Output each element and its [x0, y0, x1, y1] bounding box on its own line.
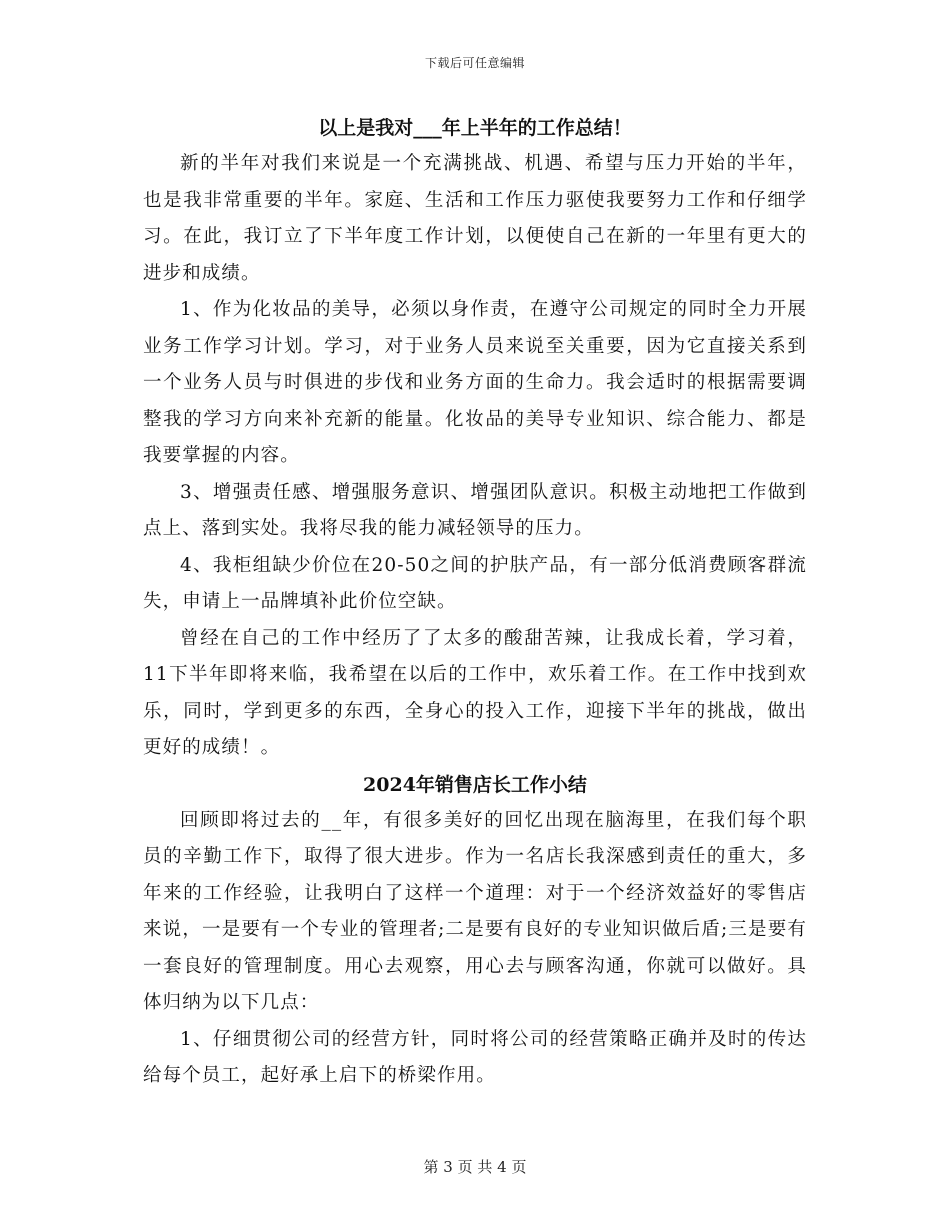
- paragraph: 1、作为化妆品的美导，必须以身作责，在遵守公司规定的同时全力开展业务工作学习计划。学习，对于业务人员来说至关重要，因为它直接关系到一个业务人员与时俱进的步伐和业务方面的生命力。我会适时的根据需要调整我的学习方向来补充新的能量。化妆品的美导专业知识、综合能力、都是我要掌握的内容。: [143, 299, 807, 466]
- page-header-note: 下载后可任意编辑: [424, 56, 525, 70]
- paragraph: 4、我柜组缺少价位在20-50之间的护肤产品，有一部分低消费顾客群流失，申请上一品牌填补此价位空缺。: [143, 554, 807, 612]
- paragraph: 新的半年对我们来说是一个充满挑战、机遇、希望与压力开始的半年，也是我非常重要的半年。家庭、生活和工作压力驱使我要努力工作和仔细学习。在此，我订立了下半年度工作计划，以便使自己在新的一年里有更大的进步和成绩。: [143, 153, 807, 284]
- page-number: 第 3 页 共 4 页: [423, 1158, 527, 1176]
- paragraph: 1、仔细贯彻公司的经营方针，同时将公司的经营策略正确并及时的传达给每个员工，起好承上启下的桥梁作用。: [143, 1028, 807, 1086]
- document-body: [143, 110, 807, 1095]
- section-title-store-manager: 2024年销售店长工作小结: [363, 773, 587, 796]
- paragraph: 曾经在自己的工作中经历了了太多的酸甜苦辣，让我成长着，学习着，11下半年即将来临，我希望在以后的工作中，欢乐着工作。在工作中找到欢乐，同时，学到更多的东西，全身心的投入工作，迎接下半年的挑战，做出更好的成绩！。: [143, 627, 807, 758]
- paragraph: 回顾即将过去的__年，有很多美好的回忆出现在脑海里，在我们每个职员的辛勤工作下，取得了很大进步。作为一名店长我深感到责任的重大，多年来的工作经验，让我明白了这样一个道理：对于一个经济效益好的零售店来说，一是要有一个专业的管理者;二是要有良好的专业知识做后盾;三是要有一套良好的管理制度。用心去观察，用心去与顾客沟通，你就可以做好。具体归纳为以下几点：: [143, 809, 807, 1013]
- section-title-summary: 以上是我对___年上半年的工作总结！: [318, 117, 632, 139]
- paragraph: 3、增强责任感、增强服务意识、增强团队意识。积极主动地把工作做到点上、落到实处。我将尽我的能力减轻领导的压力。: [143, 481, 807, 539]
